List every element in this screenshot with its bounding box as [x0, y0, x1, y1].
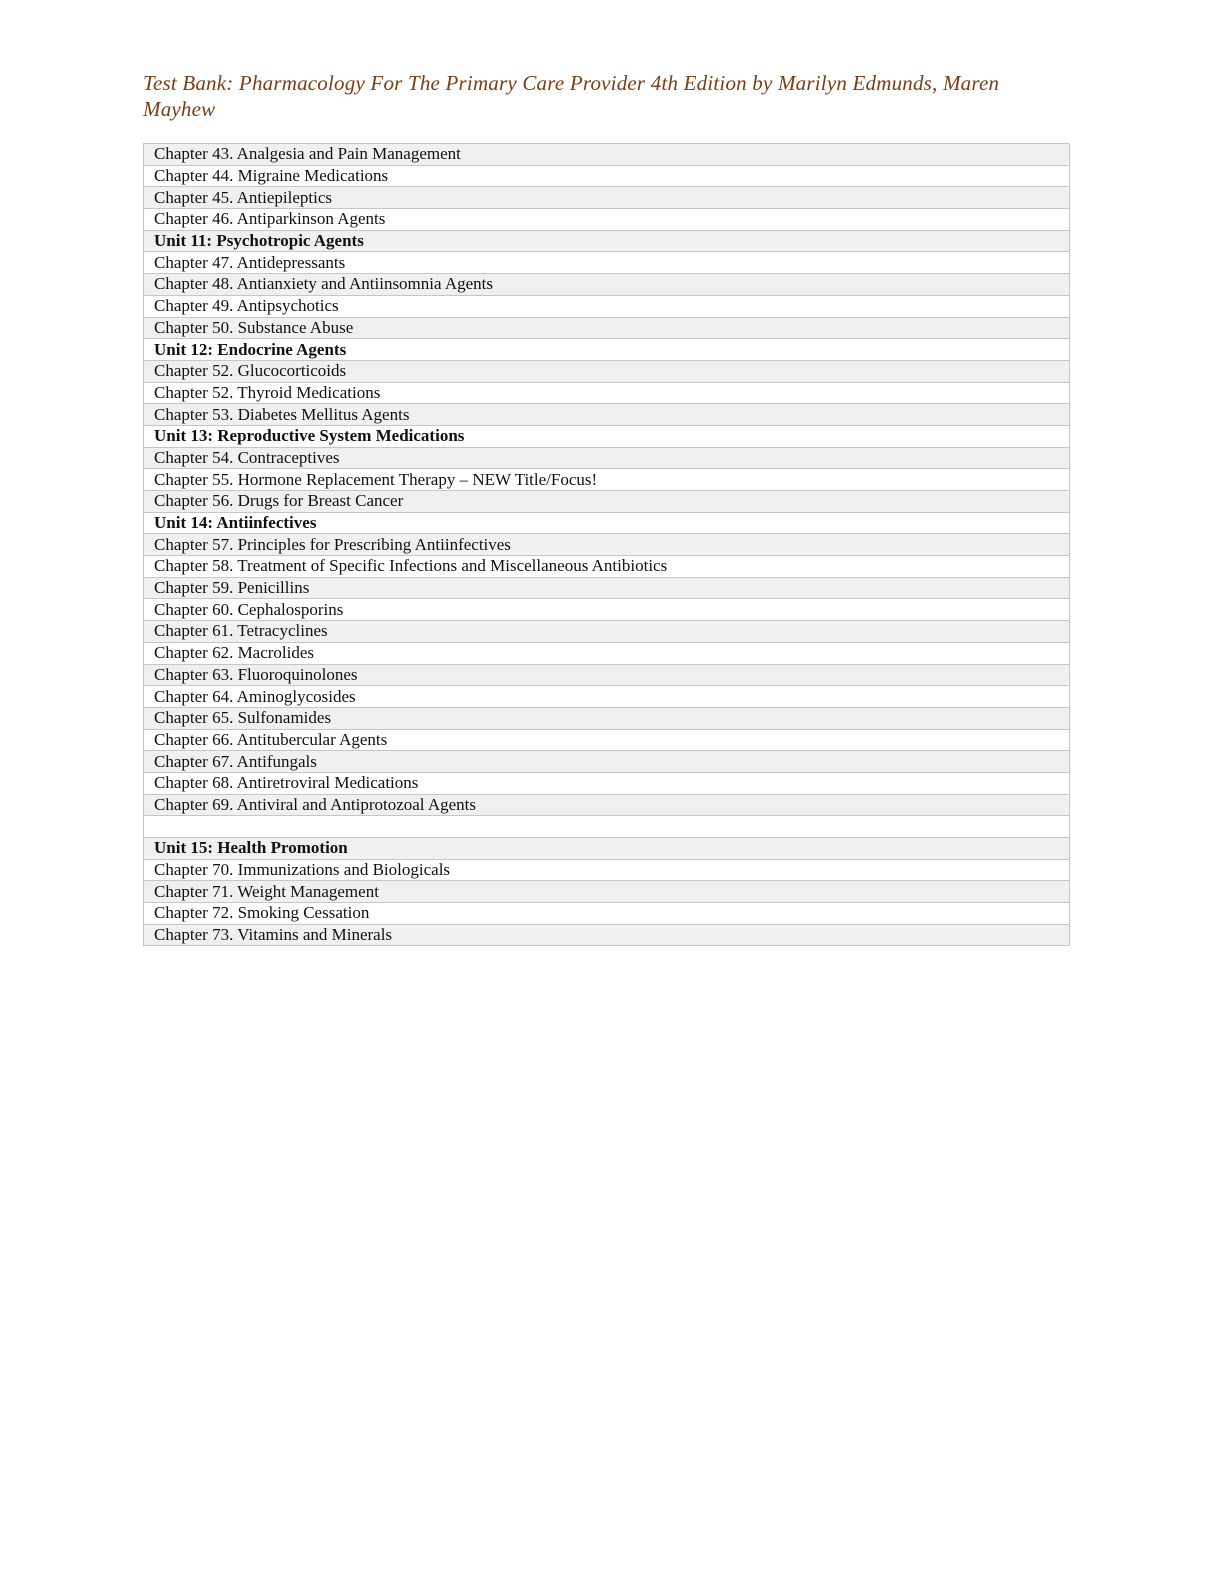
chapter-row — [144, 209, 1070, 231]
chapter-cell: Chapter 49. Antipsychotics — [144, 295, 1070, 317]
chapter-cell: Chapter 67. Antifungals — [144, 751, 1070, 773]
chapter-cell: Chapter 61. Tetracyclines — [144, 621, 1070, 643]
chapter-row — [144, 664, 1070, 686]
chapter-row — [144, 599, 1070, 621]
chapter-row — [144, 707, 1070, 729]
chapter-cell: Chapter 64. Aminoglycosides — [144, 686, 1070, 708]
chapter-row — [144, 360, 1070, 382]
chapter-cell: Chapter 44. Migraine Medications — [144, 165, 1070, 187]
chapter-row — [144, 491, 1070, 513]
unit-heading-cell: Unit 12: Endocrine Agents — [144, 339, 1070, 361]
table-of-contents — [143, 143, 1070, 946]
unit-heading-cell: Unit 11: Psychotropic Agents — [144, 230, 1070, 252]
chapter-row — [144, 447, 1070, 469]
chapter-row — [144, 751, 1070, 773]
chapter-row — [144, 642, 1070, 664]
chapter-row — [144, 144, 1070, 166]
chapter-cell: Chapter 54. Contraceptives — [144, 447, 1070, 469]
chapter-cell: Chapter 50. Substance Abuse — [144, 317, 1070, 339]
chapter-cell: Chapter 55. Hormone Replacement Therapy – NEW Title/Focus! — [144, 469, 1070, 491]
chapter-row — [144, 881, 1070, 903]
unit-heading-row — [144, 230, 1070, 252]
chapter-row — [144, 556, 1070, 578]
chapter-cell: Chapter 43. Analgesia and Pain Management — [144, 144, 1070, 166]
chapter-row — [144, 252, 1070, 274]
chapter-row — [144, 924, 1070, 946]
chapter-cell: Chapter 70. Immunizations and Biologicals — [144, 859, 1070, 881]
chapter-row — [144, 274, 1070, 296]
chapter-cell: Chapter 60. Cephalosporins — [144, 599, 1070, 621]
chapter-row — [144, 469, 1070, 491]
chapter-cell: Chapter 62. Macrolides — [144, 642, 1070, 664]
chapter-cell: Chapter 58. Treatment of Specific Infections and Miscellaneous Antibiotics — [144, 556, 1070, 578]
chapter-row — [144, 794, 1070, 816]
blank-row — [144, 816, 1070, 838]
unit-heading-row — [144, 838, 1070, 860]
chapter-row — [144, 534, 1070, 556]
chapter-cell: Chapter 73. Vitamins and Minerals — [144, 924, 1070, 946]
unit-heading-row — [144, 512, 1070, 534]
chapter-cell: Chapter 71. Weight Management — [144, 881, 1070, 903]
chapter-row — [144, 621, 1070, 643]
chapter-cell: Chapter 69. Antiviral and Antiprotozoal Agents — [144, 794, 1070, 816]
chapter-row — [144, 729, 1070, 751]
chapter-row — [144, 187, 1070, 209]
chapter-cell: Chapter 52. Thyroid Medications — [144, 382, 1070, 404]
chapter-cell — [144, 816, 1070, 838]
chapter-cell: Chapter 45. Antiepileptics — [144, 187, 1070, 209]
unit-heading-row — [144, 425, 1070, 447]
chapter-cell: Chapter 48. Antianxiety and Antiinsomnia Agents — [144, 274, 1070, 296]
chapter-cell: Chapter 56. Drugs for Breast Cancer — [144, 491, 1070, 513]
unit-heading-row — [144, 339, 1070, 361]
chapter-cell: Chapter 68. Antiretroviral Medications — [144, 772, 1070, 794]
chapter-cell: Chapter 72. Smoking Cessation — [144, 903, 1070, 925]
chapter-cell: Chapter 53. Diabetes Mellitus Agents — [144, 404, 1070, 426]
toc-body — [144, 144, 1070, 946]
chapter-row — [144, 295, 1070, 317]
unit-heading-cell: Unit 14: Antiinfectives — [144, 512, 1070, 534]
chapter-row — [144, 772, 1070, 794]
chapter-cell: Chapter 65. Sulfonamides — [144, 707, 1070, 729]
chapter-cell: Chapter 47. Antidepressants — [144, 252, 1070, 274]
chapter-cell: Chapter 52. Glucocorticoids — [144, 360, 1070, 382]
chapter-row — [144, 404, 1070, 426]
chapter-row — [144, 686, 1070, 708]
unit-heading-cell: Unit 15: Health Promotion — [144, 838, 1070, 860]
chapter-cell: Chapter 66. Antitubercular Agents — [144, 729, 1070, 751]
chapter-row — [144, 903, 1070, 925]
chapter-cell: Chapter 46. Antiparkinson Agents — [144, 209, 1070, 231]
document-header-title: Test Bank: Pharmacology For The Primary Care Provider 4th Edition by Marilyn Edmunds, Maren Mayhew — [143, 71, 1000, 121]
chapter-cell: Chapter 57. Principles for Prescribing Antiinfectives — [144, 534, 1070, 556]
chapter-row — [144, 577, 1070, 599]
unit-heading-cell: Unit 13: Reproductive System Medications — [144, 425, 1070, 447]
chapter-cell: Chapter 63. Fluoroquinolones — [144, 664, 1070, 686]
chapter-row — [144, 165, 1070, 187]
chapter-cell: Chapter 59. Penicillins — [144, 577, 1070, 599]
chapter-row — [144, 859, 1070, 881]
chapter-row — [144, 382, 1070, 404]
chapter-row — [144, 317, 1070, 339]
